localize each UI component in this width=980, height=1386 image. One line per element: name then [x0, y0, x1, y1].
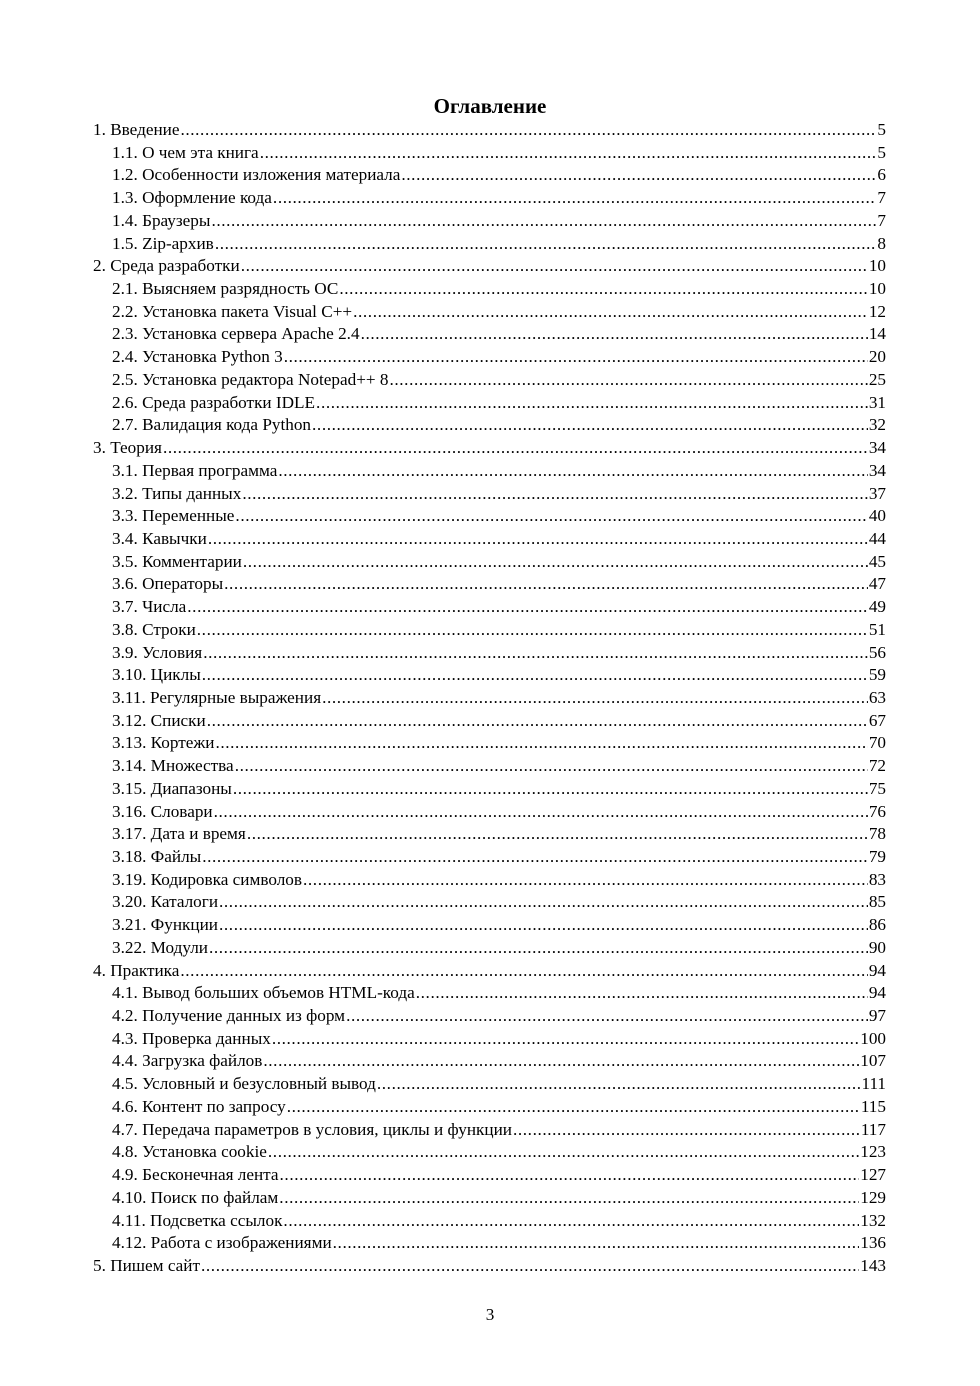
toc-entry-label: 3.14. Множества	[112, 756, 234, 776]
toc-entry-page: 70	[868, 733, 886, 753]
dot-leader	[263, 1050, 859, 1073]
toc-entry[interactable]	[93, 301, 886, 324]
toc-entry-label: 2.6. Среда разработки IDLE	[112, 392, 316, 412]
toc-entry[interactable]	[93, 823, 886, 846]
dot-leader	[243, 551, 868, 574]
toc-entry[interactable]	[93, 1028, 886, 1051]
toc-entry[interactable]	[93, 483, 886, 506]
dot-leader	[416, 982, 868, 1005]
dot-leader	[339, 278, 867, 301]
toc-entry[interactable]	[93, 801, 886, 824]
toc-entry-page: 143	[860, 1255, 886, 1275]
toc-entry[interactable]	[93, 255, 886, 278]
toc-entry[interactable]	[93, 505, 886, 528]
dot-leader	[353, 301, 868, 324]
toc-entry-label: 5. Пишем сайт	[93, 1255, 201, 1275]
dot-leader	[202, 846, 868, 869]
toc-entry[interactable]	[93, 1141, 886, 1164]
dot-leader	[202, 664, 868, 687]
toc-entry-page: 5	[877, 120, 886, 139]
toc-entry-page: 79	[868, 847, 886, 866]
dot-leader	[268, 1141, 859, 1164]
toc-entry-page: 111	[861, 1074, 886, 1094]
toc-entry-page: 83	[868, 869, 886, 889]
toc-entry[interactable]	[93, 755, 886, 778]
toc-entry[interactable]	[93, 982, 886, 1005]
toc-entry-label: 3.4. Кавычки	[112, 528, 207, 548]
toc-entry-page: 37	[868, 483, 886, 503]
toc-entry[interactable]	[93, 164, 886, 187]
toc-entry-label: 4.7. Передача параметров в условия, циклы и функции	[112, 1119, 512, 1139]
toc-entry[interactable]	[93, 278, 886, 301]
dot-leader	[287, 1096, 860, 1119]
toc-entry-page: 127	[860, 1165, 886, 1185]
dot-leader	[219, 914, 868, 937]
dot-leader	[219, 891, 868, 914]
toc-entry[interactable]	[93, 233, 886, 256]
toc-entry-page: 97	[868, 1006, 886, 1026]
toc-entry-page: 8	[877, 233, 886, 253]
toc-entry[interactable]	[93, 960, 886, 983]
toc-entry-page: 10	[868, 256, 886, 276]
toc-entry-page: 94	[868, 960, 886, 980]
toc-entry-label: 1.2. Особенности изложения материала	[112, 165, 401, 185]
dot-leader	[197, 619, 868, 642]
dot-leader	[303, 869, 868, 892]
toc-entry-page: 86	[868, 915, 886, 935]
toc-entry[interactable]	[93, 323, 886, 346]
toc-entry-page: 67	[868, 710, 886, 730]
toc-entry-label: 3.8. Строки	[112, 619, 196, 639]
toc-entry[interactable]	[93, 210, 886, 233]
table-of-contents	[93, 119, 886, 1278]
toc-entry-label: 2.7. Валидация кода Python	[112, 415, 312, 435]
toc-entry[interactable]	[93, 596, 886, 619]
toc-entry[interactable]	[93, 869, 886, 892]
toc-entry-label: 1.3. Оформление кода	[112, 188, 272, 208]
toc-entry[interactable]	[93, 937, 886, 960]
toc-entry[interactable]	[93, 187, 886, 210]
dot-leader	[273, 187, 876, 210]
dot-leader	[513, 1119, 860, 1142]
toc-entry[interactable]	[93, 1050, 886, 1073]
toc-entry-label: 2.2. Установка пакета Visual C++	[112, 301, 353, 321]
dot-leader	[215, 732, 867, 755]
toc-entry-label: 3. Теория	[93, 438, 162, 458]
toc-entry-page: 49	[868, 597, 886, 617]
dot-leader	[316, 392, 868, 415]
toc-entry[interactable]	[93, 1164, 886, 1187]
toc-entry-label: 4.2. Получение данных из форм	[112, 1006, 346, 1026]
dot-leader	[207, 710, 868, 733]
toc-entry-label: 3.20. Каталоги	[112, 892, 219, 912]
toc-entry-label: 3.10. Циклы	[112, 665, 201, 685]
dot-leader	[361, 323, 868, 346]
toc-entry-page: 129	[860, 1187, 886, 1207]
toc-entry[interactable]	[93, 914, 886, 937]
toc-entry-page: 7	[877, 188, 886, 208]
toc-entry[interactable]	[93, 551, 886, 574]
dot-leader	[322, 687, 868, 710]
toc-entry-label: 3.5. Комментарии	[112, 551, 242, 571]
toc-entry[interactable]	[93, 687, 886, 710]
dot-leader	[312, 414, 868, 437]
toc-entry[interactable]	[93, 1096, 886, 1119]
toc-entry-page: 20	[868, 347, 886, 367]
toc-entry-page: 59	[868, 665, 886, 685]
dot-leader	[272, 1028, 859, 1051]
toc-entry[interactable]	[93, 642, 886, 665]
dot-leader	[247, 823, 868, 846]
toc-entry-label: 2.3. Установка сервера Apache 2.4	[112, 324, 360, 344]
toc-entry-label: 3.21. Функции	[112, 915, 218, 935]
dot-leader	[333, 1232, 860, 1255]
toc-entry-page: 76	[868, 801, 886, 821]
toc-entry-label: 3.16. Словари	[112, 801, 213, 821]
toc-entry-page: 14	[868, 324, 886, 344]
dot-leader	[389, 369, 867, 392]
dot-leader	[203, 642, 868, 665]
toc-entry-page: 72	[868, 756, 886, 776]
toc-entry-label: 3.3. Переменные	[112, 506, 235, 526]
toc-entry[interactable]	[93, 778, 886, 801]
toc-entry-label: 1.5. Zip-архив	[112, 233, 214, 253]
dot-leader	[260, 142, 877, 165]
page-title: Оглавление	[433, 94, 547, 118]
toc-entry-page: 47	[868, 574, 886, 594]
toc-entry-label: 4.8. Установка cookie	[112, 1142, 267, 1162]
dot-leader	[208, 528, 868, 551]
dot-leader	[215, 233, 877, 256]
toc-entry[interactable]	[93, 891, 886, 914]
toc-entry-label: 4.5. Условный и безусловный вывод	[112, 1074, 376, 1094]
toc-entry-label: 3.7. Числа	[112, 597, 187, 617]
page-number: 3	[485, 1305, 495, 1324]
toc-entry-page: 78	[868, 824, 886, 844]
dot-leader	[180, 119, 876, 142]
toc-entry-label: 3.9. Условия	[112, 642, 203, 662]
toc-entry[interactable]	[93, 528, 886, 551]
dot-leader	[346, 1005, 868, 1028]
toc-entry[interactable]	[93, 664, 886, 687]
toc-entry-page: 100	[860, 1028, 886, 1048]
toc-entry-label: 3.17. Дата и время	[112, 824, 246, 844]
toc-entry-page: 63	[868, 687, 886, 707]
toc-entry[interactable]	[93, 1232, 886, 1255]
dot-leader	[283, 1210, 859, 1233]
toc-entry[interactable]	[93, 1005, 886, 1028]
toc-entry-page: 34	[868, 438, 886, 458]
dot-leader	[224, 573, 868, 596]
toc-entry[interactable]	[93, 710, 886, 733]
toc-entry-label: 3.11. Регулярные выражения	[112, 687, 322, 707]
toc-entry-page: 115	[860, 1096, 886, 1116]
toc-entry-label: 3.22. Модули	[112, 937, 208, 957]
dot-leader	[377, 1073, 861, 1096]
dot-leader	[211, 210, 876, 233]
toc-entry-label: 3.18. Файлы	[112, 847, 202, 866]
dot-leader	[235, 755, 868, 778]
toc-entry[interactable]	[93, 414, 886, 437]
toc-entry-page: 51	[868, 619, 886, 639]
toc-entry-label: 4.1. Вывод больших объемов HTML-кода	[112, 983, 415, 1003]
toc-entry-page: 56	[868, 642, 886, 662]
toc-entry-page: 10	[868, 279, 886, 299]
toc-entry-label: 4.11. Подсветка ссылок	[112, 1210, 283, 1230]
toc-entry[interactable]	[93, 1187, 886, 1210]
toc-entry-page: 25	[868, 369, 886, 389]
toc-entry-page: 75	[868, 778, 886, 798]
toc-entry-label: 4.9. Бесконечная лента	[112, 1165, 279, 1185]
toc-entry[interactable]	[93, 619, 886, 642]
toc-entry-page: 5	[877, 142, 886, 162]
toc-entry-page: 7	[877, 210, 886, 230]
toc-entry-label: 4.6. Контент по запросу	[112, 1096, 286, 1116]
toc-entry-label: 3.13. Кортежи	[112, 733, 215, 753]
toc-entry-label: 3.19. Кодировка символов	[112, 869, 302, 889]
dot-leader	[180, 960, 867, 983]
toc-entry-label: 3.2. Типы данных	[112, 483, 242, 503]
toc-entry-label: 4.10. Поиск по файлам	[112, 1187, 279, 1207]
dot-leader	[235, 505, 867, 528]
toc-entry[interactable]	[93, 142, 886, 165]
dot-leader	[187, 596, 868, 619]
toc-entry-label: 1.4. Браузеры	[112, 210, 211, 230]
toc-entry-label: 1.1. О чем эта книга	[112, 142, 259, 162]
dot-leader	[279, 1187, 859, 1210]
dot-leader	[241, 255, 868, 278]
toc-entry[interactable]	[93, 437, 886, 460]
toc-entry[interactable]	[93, 846, 886, 869]
toc-entry[interactable]	[93, 392, 886, 415]
toc-entry-page: 117	[860, 1119, 886, 1139]
toc-entry-page: 94	[868, 983, 886, 1003]
toc-entry-page: 32	[868, 415, 886, 435]
toc-entry-label: 3.6. Операторы	[112, 574, 224, 594]
toc-entry-page: 6	[877, 165, 886, 185]
toc-entry[interactable]	[93, 346, 886, 369]
toc-entry-page: 85	[868, 892, 886, 912]
dot-leader	[209, 937, 868, 960]
toc-entry-label: 2.4. Установка Python 3	[112, 347, 283, 367]
toc-entry-page: 136	[860, 1233, 886, 1253]
dot-leader	[284, 346, 868, 369]
toc-entry-label: 2. Среда разработки	[93, 256, 240, 276]
toc-entry-page: 107	[860, 1051, 886, 1071]
toc-entry[interactable]	[93, 1073, 886, 1096]
toc-entry-label: 3.1. Первая программа	[112, 460, 278, 480]
toc-entry-label: 3.15. Диапазоны	[112, 778, 232, 798]
toc-entry[interactable]	[93, 460, 886, 483]
toc-entry-label: 3.12. Списки	[112, 710, 206, 730]
toc-entry[interactable]	[93, 1119, 886, 1142]
toc-entry-page: 123	[860, 1142, 886, 1162]
dot-leader	[163, 437, 868, 460]
toc-entry-page: 12	[868, 301, 886, 321]
dot-leader	[242, 483, 868, 506]
toc-entry-page: 40	[868, 506, 886, 526]
dot-leader	[201, 1255, 859, 1278]
toc-entry-page: 34	[868, 460, 886, 480]
dot-leader	[401, 164, 876, 187]
dot-leader	[278, 460, 867, 483]
dot-leader	[214, 801, 868, 824]
toc-entry[interactable]	[93, 1255, 886, 1278]
toc-entry-page: 132	[860, 1210, 886, 1230]
toc-entry-label: 4.3. Проверка данных	[112, 1028, 271, 1048]
toc-entry-label: 1. Введение	[93, 120, 180, 139]
toc-entry-label: 2.5. Установка редактора Notepad++ 8	[112, 369, 389, 389]
dot-leader	[233, 778, 868, 801]
toc-entry-page: 44	[868, 528, 886, 548]
dot-leader	[280, 1164, 860, 1187]
toc-entry[interactable]	[93, 732, 886, 755]
toc-entry-label: 4.4. Загрузка файлов	[112, 1051, 263, 1071]
toc-entry[interactable]	[93, 573, 886, 596]
toc-entry[interactable]	[93, 369, 886, 392]
toc-entry-page: 31	[868, 392, 886, 412]
toc-entry-label: 4. Практика	[93, 960, 180, 980]
toc-entry-label: 4.12. Работа с изображениями	[112, 1233, 332, 1253]
toc-entry-label: 2.1. Выясняем разрядность ОС	[112, 279, 339, 299]
toc-entry[interactable]	[93, 119, 886, 142]
toc-entry-page: 45	[868, 551, 886, 571]
toc-entry-page: 90	[868, 937, 886, 957]
toc-entry[interactable]	[93, 1210, 886, 1233]
